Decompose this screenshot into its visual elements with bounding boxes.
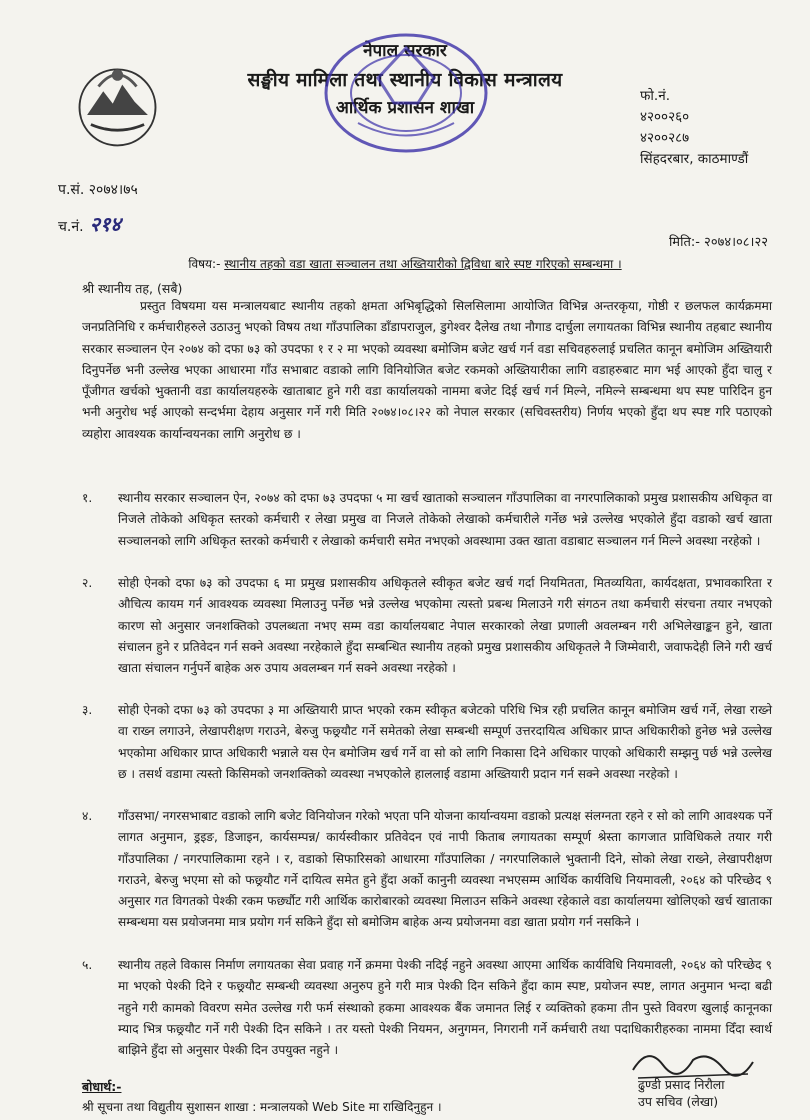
phone-number-1: ४२००२६०: [640, 109, 690, 125]
subject-line: [0, 255, 810, 272]
item-number: १.: [82, 491, 93, 505]
signatory-title: उप सचिव (लेखा): [638, 1094, 719, 1109]
item-number: २.: [82, 576, 93, 590]
item-number: ४.: [82, 809, 93, 823]
list-item: [82, 806, 772, 934]
phone-number-2: ४२००२८७: [640, 130, 690, 146]
item-text: स्थानीय तहले विकास निर्माण लगायतका सेवा प्रवाह गर्ने क्रममा पेश्की नदिई नहुने अवस्था आएमा आर्थिक कार्यविधि नियमावली, २०६४ को परिच्छेद ९ मा भएको पेश्की दिने र फछ्र्यौट सम्बन्धी व्यवस्था अनुरुप हुने गरी मात्र पेश्की दिन सकिने हुँदा काम स्पष्ट, प्रयोजन स्पष्ट, लागत अनुमान भन्दा बढी नहुने गरी कामको विवरण समेत उल्लेख गरी फर्म संस्थाको हकमा आवश्यक बैंक जमानत लिई र व्यक्तिको हकमा तीन पुस्ते विवरण खुलाई कानूनका म्याद भित्र फछ्र्यौट गर्ने गरी पेश्की दिन सकिने । तर यस्तो पेश्की नियमन, अनुगमन, निगरानी गर्ने कर्मचारी तथा पदाधिकारीहरुका नाममा दिँदा स्वार्थ बाझिने हुँदा सो अनुसार पेश्की दिन उपयुक्त नहुने ।: [118, 958, 772, 1058]
intro-paragraph: प्रस्तुत विषयमा यस मन्त्रालयबाट स्थानीय तहको क्षमता अभिबृद्धिको सिलसिलामा आयोजित विभिन्न अन्तरकृया, गोष्ठी र छलफल कार्यक्रममा जनप्रतिनिधि र कर्मचारीहरुले उठाउनु भएको विषय तथा गाँउपालिका डाँडापराजुल, डुगेश्वर दैलेख तथा नौगाड दार्चुला लगायतका विभिन्न स्थानीय तहबाट स्थानीय सरकार सञ्चालन ऐन २०७४ को दफा ७३ को उपदफा १ र २ मा भएको व्यवस्था बमोजिम बजेट खर्च गर्न वडा सचिवहरुलाई प्रचलित कानून बमोजिम अख्तियारी दिनुपर्नेछ भनी उल्लेख भएका आधारमा गाँउ सभाबाट वडाको लागि विनियोजित बजेट रकमको अख्तियारीका लागि वडाहरुबाट माग भई आएको हुँदा चालु र पूँजीगत खर्चको भुक्तानी वडा कार्यालयहरुके खाताबाट हुने गरी वडा कार्यालयको नाममा बजेट दिई खर्च गर्न मिल्ने, नमिल्ने सम्बन्धमा थप स्पष्ट पारिदिन हुन भनी अनुरोध भई आएको सन्दर्भमा देहाय अनुसार गर्ने गरी मिति २०७४।०८।२२ को नेपाल सरकार (सचिवस्तरीय) निर्णय भएको हुँदा थप स्पष्ट गरि पठाएको व्यहोरा आवश्यक कार्यान्वयनका लागि अनुरोध छ ।: [82, 299, 772, 441]
subject-label: विषय:-: [188, 257, 221, 271]
item-text: गाँउसभा/ नगरसभाबाट वडाको लागि बजेट विनियोजन गरेको भएता पनि योजना कार्यान्वयमा वडाको प्रत्यक्ष संलग्नता रहने र सो को लागि आवश्यक पर्ने लागत अनुमान, ड्रइङ, डिजाइन, कार्यसम्पन्न/ कार्यस्वीकार प्रतिवेदन एवं नापी किताब लगायतका सम्पूर्ण श्रेस्ता कागजात प्राविधिकले तयार गरी गाँउपालिका / नगरपालिकामा रहने । र, वडाको सिफारिसको आधारमा गाँउपालिका / नगरपालिकाले भुक्तानी दिने, सोको लेखा राख्ने, लेखापरीक्षण गराउने, बेरुजु भएमा सो को फछ्र्यौट गर्ने दायित्व समेत हुने हुँदा अर्को कानुनी व्यवस्था नभएसम्म आर्थिक कार्यविधि नियमावली, २०६४ को परिच्छेद ९ अनुसार गत विगतको पेश्की रकम फर्छ्यौट गरी आर्थिक कारोबारको व्यवस्था मिलाउन सकिने अवस्था रहेकाले वडा कार्यालयमा खोलिएको खर्च खाताका सम्बन्धमा यस प्रयोजनमा मात्र प्रयोग गर्न सकिने हुँदा सो बमोजिम बाहेक अन्य प्रयोजनमा वडा खाता प्रयोग गर्न नसकिने ।: [118, 809, 772, 930]
list-item: [82, 488, 772, 552]
header-section: आर्थिक प्रशासन शाखा: [335, 98, 475, 118]
item-number: ५.: [82, 958, 93, 972]
list-item: [82, 700, 772, 785]
item-text: सोही ऐनको दफा ७३ को उपदफा ६ मा प्रमुख प्रशासकीय अधिकृतले स्वीकृत बजेट खर्च गर्दा नियमितता, मितव्ययिता, कार्यदक्षता, प्रभावकारिता र औचित्य कायम गर्न आवश्यक व्यवस्था मिलाउनु पर्नेछ भन्ने उल्लेख भएकोमा त्यस्तो प्रबन्ध मिलाउने गरी संगठन तथा कर्मचारी संरचना तयार नभएको कारण सो अनुसार जनशक्तिको उपलब्धता नभए सम्म वडा कार्यालयबाट नेपाल सरकारको लेखा प्रणाली अवलम्बन गरी अभिलेखाङ्कन हुने, खाता संचालन हुने र प्रतिवेदन गर्न सक्ने अवस्था नरहेकाले हुँदा सम्बन्धित स्थानीय तहको प्रमुख प्रशासकीय अधिकृतले नै जिम्मेवारी, जवाफदेही लिने गरी खर्च खाता संचालन गर्नुपर्ने बाहेक अरु उपाय अवलम्बन गर्न सक्ने अवस्था नरहेको ।: [118, 576, 772, 676]
letter-date: मिति:- २०७४।०८।२२: [668, 235, 768, 250]
dispatch-number: [58, 210, 121, 237]
item-text: स्थानीय सरकार सञ्चालन ऐन, २०७४ को दफा ७३ उपदफा ५ मा खर्च खाताको सञ्चालन गाँउपालिका वा नगरपालिकाको प्रमुख प्रशासकीय अधिकृत वा निजले तोकेको अधिकृत स्तरको कर्मचारी र लेखा प्रमुख वा निजले तोकेको लेखाको कर्मचारीले गर्नेछ भन्ने उल्लेख भएकोले हुँदा वडाको खर्च खाता सञ्चालनको लागि अधिकृत स्तरको कर्मचारी र लेखाको कर्मचारी समेत नभएको अवस्थामा उक्त खाता वडाबाट सञ्चालन गर्न मिल्ने अवस्था नरहेको ।: [118, 491, 772, 548]
item-text: सोही ऐनको दफा ७३ को उपदफा ३ मा अख्तियारी प्राप्त भएको रकम स्वीकृत बजेटको परिधि भित्र रही प्रचलित कानून बमोजिम खर्च गर्ने, लेखा राख्ने वा राख्न लगाउने, लेखापरीक्षण गराउने, बेरुजु फछ्र्यौट गर्ने समेतको लेखा सम्बन्धी सम्पूर्ण उत्तरदायित्व अधिकार प्राप्त अधिकारीको हुनेछ भन्ने उल्लेख भएकोमा अधिकार प्राप्त अधिकारी भन्नाले यस ऐन बमोजिम खर्च गर्ने वा सो को लागि निकासा दिने अधिकार पाएको अधिकारी सम्झनु पर्छ भन्ने उल्लेख छ । तसर्थ वडामा त्यस्तो किसिमको जनशक्तिको व्यवस्था नभएकोले हाललाई वडामा अख्तियारी प्रदान गर्न सक्ने अवस्था नरहेको ।: [118, 703, 772, 781]
item-number: ३.: [82, 703, 93, 717]
dispatch-number-value: २१४: [89, 212, 121, 236]
header-line1: नेपाल सरकार: [363, 41, 447, 61]
signatory-block: [638, 1076, 725, 1110]
address: सिंहदरबार, काठमाण्डौं: [640, 151, 749, 167]
office-seal-stamp: [318, 28, 493, 158]
signatory-name: ढुण्डी प्रसाद निरौला: [638, 1077, 725, 1092]
dispatch-label: च.नं.: [58, 219, 84, 235]
recipient: श्री स्थानीय तह, (सबै): [82, 281, 183, 296]
list-item: [82, 573, 772, 679]
subject-text: स्थानीय तहको वडा खाता सञ्चालन तथा अख्तियारीको द्विविधा बारे स्पष्ट गरिएको सम्बन्धमा ।: [224, 257, 622, 271]
letter-reference: प.सं. २०७४।७५: [58, 182, 138, 198]
contact-block: [640, 86, 748, 170]
phone-label: फो.नं.: [640, 88, 670, 104]
cc-heading: बोधार्थ:-: [82, 1079, 122, 1094]
cc-recipient: श्री सूचना तथा विद्युतीय सुशासन शाखा : मन्त्रालयको Web Site मा राखिदिनुहुन ।: [82, 1100, 442, 1114]
header-ministry: सङ्घीय मामिला तथा स्थानीय विकास मन्त्रालय: [247, 69, 563, 91]
